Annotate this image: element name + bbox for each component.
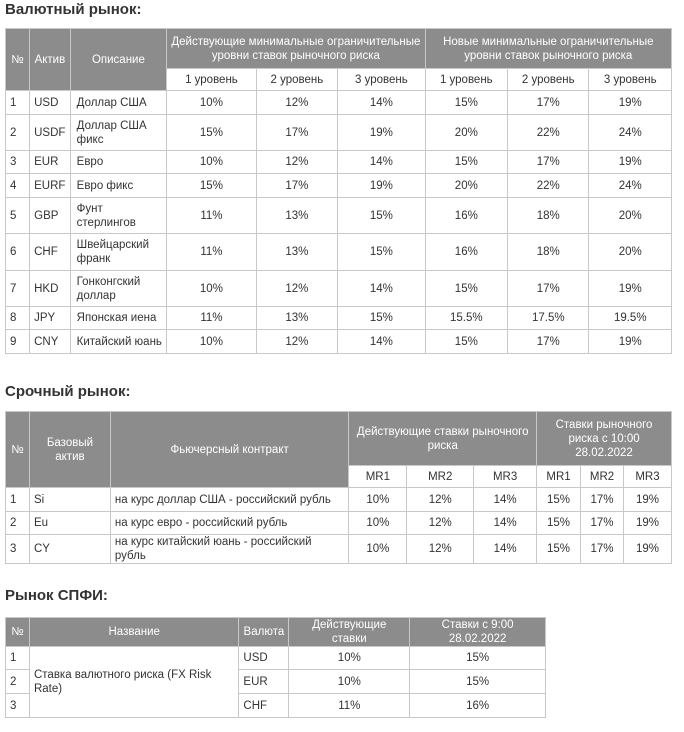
rate-cur-3: 14% xyxy=(338,151,425,174)
fx-level-3-cur: 3 уровень xyxy=(338,69,425,91)
rate-new-2: 22% xyxy=(508,174,589,198)
spfi-header-num: № xyxy=(6,618,30,647)
rate-cur-3: 14% xyxy=(474,535,537,564)
table-row xyxy=(6,488,672,512)
asset-description: Фунт стерлингов xyxy=(70,198,167,234)
rate-cur-1: 10% xyxy=(167,271,256,307)
row-number: 3 xyxy=(6,151,30,174)
row-number: 1 xyxy=(6,647,30,670)
rate-cur-1: 15% xyxy=(167,174,256,198)
fx-level-1-cur: 1 уровень xyxy=(167,69,256,91)
row-number: 5 xyxy=(6,198,30,234)
rate-new: 16% xyxy=(410,694,546,718)
mr2-cur: MR2 xyxy=(407,466,474,488)
asset-description: Китайский юань xyxy=(70,330,167,354)
asset-description: Японская иена xyxy=(70,307,167,330)
futures-header-current: Действующие ставки рыночного риска xyxy=(349,412,537,466)
rate-new-1: 20% xyxy=(425,174,507,198)
base-asset: CY xyxy=(29,535,110,564)
spfi-header-new: Ставки с 9:00 28.02.2022 xyxy=(410,618,546,647)
mr3-new: MR3 xyxy=(623,466,671,488)
rate-current: 10% xyxy=(289,647,410,670)
rate-cur-3: 14% xyxy=(474,488,537,512)
base-asset: Si xyxy=(29,488,110,512)
rate-cur-3: 15% xyxy=(338,307,425,330)
rate-new-1: 15% xyxy=(425,330,507,354)
table-row xyxy=(6,271,672,307)
table-row xyxy=(6,647,546,670)
rate-new-3: 19% xyxy=(623,512,671,535)
futures-header-new: Ставки рыночного риска с 10:00 28.02.2022 xyxy=(537,412,672,466)
futures-header-num: № xyxy=(6,412,30,488)
rate-new-3: 20% xyxy=(589,234,672,271)
table-row xyxy=(6,307,672,330)
rate-new-1: 15% xyxy=(537,488,581,512)
futures-contract: на курс доллар США - российский рубль xyxy=(110,488,348,512)
rate-cur-1: 11% xyxy=(167,198,256,234)
table-row xyxy=(6,234,672,271)
rate-cur-3: 14% xyxy=(474,512,537,535)
row-number: 9 xyxy=(6,330,30,354)
table-row xyxy=(6,330,672,354)
rate-new-2: 18% xyxy=(508,234,589,271)
rate-new-1: 20% xyxy=(425,115,507,151)
rate-new-3: 24% xyxy=(589,115,672,151)
row-number: 3 xyxy=(6,694,30,718)
rate-cur-2: 13% xyxy=(256,307,337,330)
row-number: 2 xyxy=(6,115,30,151)
asset-description: Гонконгский доллар xyxy=(70,271,167,307)
row-number: 2 xyxy=(6,512,30,535)
row-number: 7 xyxy=(6,271,30,307)
asset-code: HKD xyxy=(30,271,71,307)
rate-new-2: 17% xyxy=(508,91,589,115)
table-row xyxy=(6,174,672,198)
spfi-rates-table xyxy=(5,617,546,718)
rate-cur-2: 12% xyxy=(407,512,474,535)
asset-code: USD xyxy=(30,91,71,115)
rate-cur-2: 12% xyxy=(256,330,337,354)
fx-level-2-cur: 2 уровень xyxy=(256,69,337,91)
rate-cur-1: 15% xyxy=(167,115,256,151)
rate-cur-3: 14% xyxy=(338,330,425,354)
rate-new-1: 15% xyxy=(425,151,507,174)
table-row xyxy=(6,535,672,564)
spfi-header-currency: Валюта xyxy=(239,618,289,647)
rate-new-1: 15% xyxy=(425,91,507,115)
rate-cur-1: 10% xyxy=(349,512,407,535)
rate-cur-3: 14% xyxy=(338,91,425,115)
rate-new-2: 18% xyxy=(508,198,589,234)
rate-new-3: 19% xyxy=(589,151,672,174)
futures-header-base: Базовый актив xyxy=(29,412,110,488)
asset-description: Швейцарский франк xyxy=(70,234,167,271)
asset-code: GBP xyxy=(30,198,71,234)
asset-code: CHF xyxy=(30,234,71,271)
rate-new-3: 19% xyxy=(623,535,671,564)
rate-new-2: 17% xyxy=(508,271,589,307)
rate-cur-3: 19% xyxy=(338,115,425,151)
table-row xyxy=(6,115,672,151)
currency-code: USD xyxy=(239,647,289,670)
rate-cur-1: 10% xyxy=(167,330,256,354)
row-number: 8 xyxy=(6,307,30,330)
row-number: 6 xyxy=(6,234,30,271)
table-row xyxy=(6,151,672,174)
spfi-section-title: Рынок СПФИ: xyxy=(5,587,108,604)
spfi-header-current: Действующие ставки xyxy=(289,618,410,647)
rate-cur-2: 13% xyxy=(256,198,337,234)
rate-new-3: 19% xyxy=(589,271,672,307)
rate-new-3: 19.5% xyxy=(589,307,672,330)
rate-new-2: 17% xyxy=(581,512,624,535)
rate-new-2: 17.5% xyxy=(508,307,589,330)
mr1-cur: MR1 xyxy=(349,466,407,488)
rate-new-3: 19% xyxy=(589,330,672,354)
mr2-new: MR2 xyxy=(581,466,624,488)
rate-cur-1: 11% xyxy=(167,307,256,330)
rate-cur-2: 12% xyxy=(256,151,337,174)
fx-header-new: Новые минимальные ограничительные уровни ставок рыночного риска xyxy=(425,29,671,69)
rate-new-2: 17% xyxy=(508,330,589,354)
row-number: 1 xyxy=(6,91,30,115)
rate-new-3: 20% xyxy=(589,198,672,234)
rate-new-3: 19% xyxy=(623,488,671,512)
rate-new-1: 15% xyxy=(537,512,581,535)
fx-section-title: Валютный рынок: xyxy=(5,1,142,18)
fx-level-1-new: 1 уровень xyxy=(425,69,507,91)
row-number: 1 xyxy=(6,488,30,512)
table-row xyxy=(6,91,672,115)
asset-description: Евро xyxy=(70,151,167,174)
rate-cur-2: 12% xyxy=(407,535,474,564)
rate-cur-2: 12% xyxy=(256,91,337,115)
rate-new-3: 24% xyxy=(589,174,672,198)
fx-header-desc: Описание xyxy=(70,29,167,91)
rate-cur-3: 14% xyxy=(338,271,425,307)
fx-header-current: Действующие минимальные ограничительные уровни ставок рыночного риска xyxy=(167,29,425,69)
futures-header-contract: Фьючерсный контракт xyxy=(110,412,348,488)
asset-description: Доллар США xyxy=(70,91,167,115)
rate-cur-1: 10% xyxy=(349,488,407,512)
currency-code: CHF xyxy=(239,694,289,718)
mr1-new: MR1 xyxy=(537,466,581,488)
fx-rates-table xyxy=(5,28,672,354)
asset-code: EURF xyxy=(30,174,71,198)
rate-cur-2: 12% xyxy=(407,488,474,512)
rate-new-2: 22% xyxy=(508,115,589,151)
rate-new-2: 17% xyxy=(581,535,624,564)
rate-cur-2: 17% xyxy=(256,115,337,151)
rate-cur-3: 19% xyxy=(338,174,425,198)
spfi-header-name: Название xyxy=(29,618,238,647)
rate-new: 15% xyxy=(410,647,546,670)
rate-new: 15% xyxy=(410,670,546,694)
base-asset: Eu xyxy=(29,512,110,535)
fx-header-num: № xyxy=(6,29,30,91)
rate-cur-2: 17% xyxy=(256,174,337,198)
row-number: 3 xyxy=(6,535,30,564)
rate-new-1: 15% xyxy=(425,271,507,307)
table-row xyxy=(6,512,672,535)
rate-cur-1: 11% xyxy=(167,234,256,271)
rate-name: Ставка валютного риска (FX Risk Rate) xyxy=(29,647,238,718)
fx-level-2-new: 2 уровень xyxy=(508,69,589,91)
rate-cur-2: 12% xyxy=(256,271,337,307)
asset-code: JPY xyxy=(30,307,71,330)
fx-level-3-new: 3 уровень xyxy=(589,69,672,91)
rate-current: 11% xyxy=(289,694,410,718)
table-row xyxy=(6,198,672,234)
currency-code: EUR xyxy=(239,670,289,694)
rate-new-2: 17% xyxy=(581,488,624,512)
row-number: 2 xyxy=(6,670,30,694)
rate-new-1: 16% xyxy=(425,198,507,234)
rate-cur-1: 10% xyxy=(167,91,256,115)
rate-cur-3: 15% xyxy=(338,234,425,271)
asset-description: Доллар США фикс xyxy=(70,115,167,151)
asset-code: USDF xyxy=(30,115,71,151)
rate-cur-1: 10% xyxy=(167,151,256,174)
futures-rates-table xyxy=(5,411,672,564)
row-number: 4 xyxy=(6,174,30,198)
asset-code: CNY xyxy=(30,330,71,354)
rate-new-1: 16% xyxy=(425,234,507,271)
futures-contract: на курс евро - российский рубль xyxy=(110,512,348,535)
rate-new-1: 15% xyxy=(537,535,581,564)
rate-cur-2: 13% xyxy=(256,234,337,271)
rate-new-3: 19% xyxy=(589,91,672,115)
rate-cur-1: 10% xyxy=(349,535,407,564)
rate-new-1: 15.5% xyxy=(425,307,507,330)
fx-header-asset: Актив xyxy=(30,29,71,91)
futures-section-title: Срочный рынок: xyxy=(5,383,131,400)
asset-description: Евро фикс xyxy=(70,174,167,198)
rate-new-2: 17% xyxy=(508,151,589,174)
mr3-cur: MR3 xyxy=(474,466,537,488)
rate-current: 10% xyxy=(289,670,410,694)
asset-code: EUR xyxy=(30,151,71,174)
rate-cur-3: 15% xyxy=(338,198,425,234)
futures-contract: на курс китайский юань - российский рубль xyxy=(110,535,348,564)
